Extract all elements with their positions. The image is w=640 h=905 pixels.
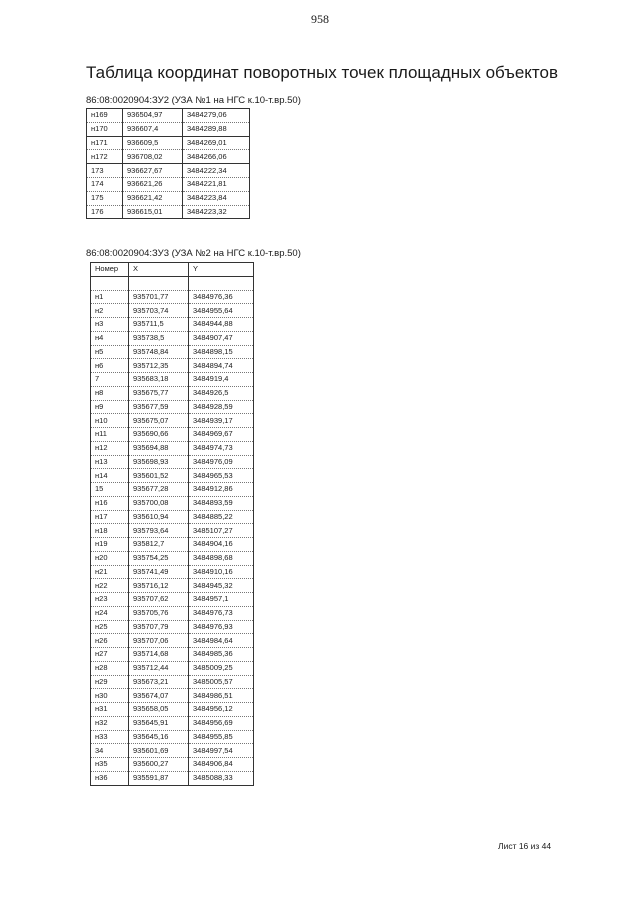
coord-y: 3484269,01 [183,136,250,150]
point-number: н27 [91,648,129,662]
table-row [91,386,254,400]
table-row [91,703,254,717]
table-row [91,510,254,524]
point-number: 175 [87,191,123,205]
coord-x: 935591,87 [129,771,189,785]
coord-y: 3484926,5 [189,386,254,400]
table-row [91,771,254,785]
table-row [91,716,254,730]
point-number: н16 [91,496,129,510]
coord-y: 3484904,16 [189,538,254,552]
point-number: н8 [91,386,129,400]
table-row [91,483,254,497]
header-number: Номер [91,263,129,277]
coord-x: 935700,08 [129,496,189,510]
point-number: 7 [91,373,129,387]
coord-x: 935712,35 [129,359,189,373]
table-row [91,496,254,510]
point-number: н36 [91,771,129,785]
table-row [91,593,254,607]
table-row [91,744,254,758]
coord-y: 3484955,64 [189,304,254,318]
table-row [91,455,254,469]
table-row [91,441,254,455]
coord-y: 3484221,81 [183,177,250,191]
coord-y: 3484986,51 [189,689,254,703]
table-row [87,177,250,191]
table-row [91,304,254,318]
point-number: н18 [91,524,129,538]
coord-y: 3485005,57 [189,675,254,689]
coord-x: 936607,4 [123,122,183,136]
coord-x: 935610,94 [129,510,189,524]
coord-x: 935673,21 [129,675,189,689]
coord-x: 935707,62 [129,593,189,607]
point-number: н6 [91,359,129,373]
coord-y: 3484956,12 [189,703,254,717]
spacer-cell [129,276,189,290]
coord-x: 936615,01 [123,205,183,219]
coord-y: 3484976,36 [189,290,254,304]
table-spacer-row [91,276,254,290]
point-number: н11 [91,428,129,442]
coord-y: 3484976,09 [189,455,254,469]
coord-y: 3484919,4 [189,373,254,387]
spacer-cell [91,276,129,290]
point-number: н172 [87,150,123,164]
coord-y: 3484976,73 [189,606,254,620]
coord-y: 3484898,68 [189,551,254,565]
coordinates-table-2 [90,262,254,786]
table-row [87,205,250,219]
point-number: н170 [87,122,123,136]
coord-y: 3484939,17 [189,414,254,428]
sheet-counter: Лист 16 из 44 [498,841,552,851]
table-row [91,689,254,703]
coord-y: 3484289,88 [183,122,250,136]
coord-y: 3485009,25 [189,661,254,675]
coord-x: 935754,25 [129,551,189,565]
coord-x: 935705,76 [129,606,189,620]
coord-x: 935601,52 [129,469,189,483]
coord-x: 935677,28 [129,483,189,497]
coord-x: 935694,88 [129,441,189,455]
table-row [91,331,254,345]
point-number: н30 [91,689,129,703]
point-number: 174 [87,177,123,191]
table-row [91,318,254,332]
table-row [91,524,254,538]
coord-y: 3484956,69 [189,716,254,730]
point-number: н19 [91,538,129,552]
table-row [91,565,254,579]
table-row [91,661,254,675]
coord-x: 935741,49 [129,565,189,579]
coord-x: 935675,07 [129,414,189,428]
coord-x: 936504,97 [123,109,183,123]
coord-x: 935683,18 [129,373,189,387]
coord-y: 3484912,86 [189,483,254,497]
point-number: н4 [91,331,129,345]
coord-x: 935674,07 [129,689,189,703]
coord-x: 936609,5 [123,136,183,150]
section-2-title: 86:08:0020904:ЗУ3 (УЗА №2 на НГС к.10-т.вр.50) [86,248,301,259]
coord-y: 3484965,53 [189,469,254,483]
table-row [91,400,254,414]
table-row [91,634,254,648]
header-x: X [129,263,189,277]
coord-y: 3484894,74 [189,359,254,373]
coord-x: 935714,68 [129,648,189,662]
point-number: н29 [91,675,129,689]
coord-x: 935793,64 [129,524,189,538]
coord-x: 935712,44 [129,661,189,675]
coord-x: 935812,7 [129,538,189,552]
coord-x: 935711,5 [129,318,189,332]
coord-x: 935707,06 [129,634,189,648]
table-row [91,648,254,662]
point-number: н1 [91,290,129,304]
table-row [91,469,254,483]
coord-y: 3484928,59 [189,400,254,414]
coord-x: 935658,05 [129,703,189,717]
coord-y: 3484976,93 [189,620,254,634]
point-number: н21 [91,565,129,579]
point-number: н33 [91,730,129,744]
point-number: н25 [91,620,129,634]
point-number: н5 [91,345,129,359]
coord-y: 3484885,22 [189,510,254,524]
coord-x: 935703,74 [129,304,189,318]
coord-y: 3484907,47 [189,331,254,345]
point-number: н26 [91,634,129,648]
coord-y: 3484906,84 [189,758,254,772]
point-number: н13 [91,455,129,469]
table-row [87,150,250,164]
table-row [91,345,254,359]
table-row [87,122,250,136]
table-row [91,675,254,689]
point-number: н17 [91,510,129,524]
coordinates-table-1 [86,108,250,219]
table-row [91,428,254,442]
point-number: н171 [87,136,123,150]
spacer-cell [189,276,254,290]
coord-x: 935600,27 [129,758,189,772]
coord-y: 3484985,36 [189,648,254,662]
coord-x: 936708,02 [123,150,183,164]
coord-x: 935677,59 [129,400,189,414]
coord-y: 3484222,34 [183,164,250,178]
coord-x: 935748,84 [129,345,189,359]
coord-y: 3484997,54 [189,744,254,758]
point-number: 15 [91,483,129,497]
section-1-title: 86:08:0020904:ЗУ2 (УЗА №1 на НГС к.10-т.вр.50) [86,95,301,106]
coord-y: 3484974,73 [189,441,254,455]
coord-x: 935738,5 [129,331,189,345]
table-row [91,414,254,428]
coord-y: 3484910,16 [189,565,254,579]
table-row [91,538,254,552]
point-number: 176 [87,205,123,219]
point-number: н14 [91,469,129,483]
point-number: 173 [87,164,123,178]
table-row [91,620,254,634]
point-number: н22 [91,579,129,593]
coord-x: 936621,26 [123,177,183,191]
coord-y: 3484969,67 [189,428,254,442]
point-number: н9 [91,400,129,414]
coord-y: 3484957,1 [189,593,254,607]
point-number: н2 [91,304,129,318]
coord-y: 3484898,15 [189,345,254,359]
table-row [91,359,254,373]
coord-x: 936627,67 [123,164,183,178]
table-row [91,579,254,593]
coord-y: 3485088,33 [189,771,254,785]
table-row [87,109,250,123]
table-row [91,373,254,387]
table-row [87,191,250,205]
table-row [91,551,254,565]
table-row [91,606,254,620]
page-title: Таблица координат поворотных точек площадных объектов [86,63,559,82]
coord-y: 3484279,06 [183,109,250,123]
table-row [87,136,250,150]
point-number: н31 [91,703,129,717]
point-number: н23 [91,593,129,607]
coord-x: 935716,12 [129,579,189,593]
coord-y: 3484984,64 [189,634,254,648]
table-row [91,758,254,772]
table-row [91,730,254,744]
point-number: н28 [91,661,129,675]
point-number: н32 [91,716,129,730]
coord-y: 3484944,88 [189,318,254,332]
point-number: н20 [91,551,129,565]
point-number: н12 [91,441,129,455]
coord-y: 3484223,32 [183,205,250,219]
page-number: 958 [311,12,329,26]
point-number: н24 [91,606,129,620]
coord-y: 3484955,85 [189,730,254,744]
coord-y: 3485107,27 [189,524,254,538]
point-number: 34 [91,744,129,758]
coord-x: 936621,42 [123,191,183,205]
point-number: н169 [87,109,123,123]
coord-x: 935675,77 [129,386,189,400]
point-number: н3 [91,318,129,332]
coord-y: 3484266,06 [183,150,250,164]
header-y: Y [189,263,254,277]
coord-x: 935698,93 [129,455,189,469]
table-header-row [91,263,254,277]
coord-y: 3484223,84 [183,191,250,205]
coord-x: 935690,66 [129,428,189,442]
table-row [87,164,250,178]
table-row [91,290,254,304]
point-number: н35 [91,758,129,772]
coord-x: 935601,69 [129,744,189,758]
coord-x: 935707,79 [129,620,189,634]
coord-x: 935645,91 [129,716,189,730]
coord-y: 3484945,32 [189,579,254,593]
coord-x: 935645,16 [129,730,189,744]
point-number: н10 [91,414,129,428]
coord-x: 935701,77 [129,290,189,304]
coord-y: 3484893,59 [189,496,254,510]
